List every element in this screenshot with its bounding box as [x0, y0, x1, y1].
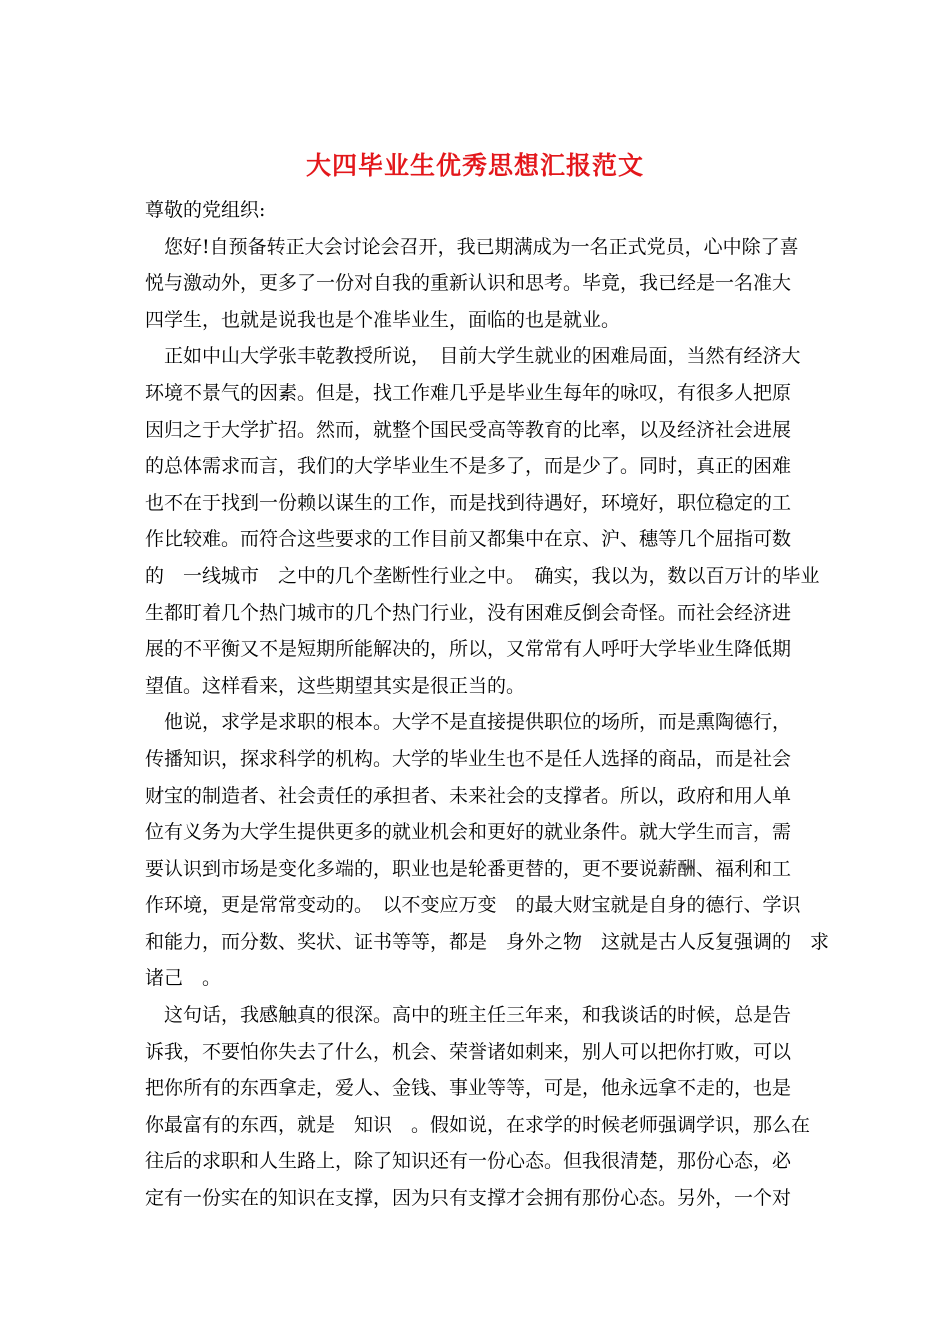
paragraph-line: 望值。这样看来，这些期望其实是很正当的。 [145, 674, 526, 697]
paragraph-line: 传播知识，探求科学的机构。大学的毕业生也不是任人选择的商品，而是社会 [145, 747, 792, 770]
paragraph-1 [145, 229, 810, 339]
paragraph-line: 环境不景气的因素。但是，找工作难几乎是毕业生每年的咏叹，有很多人把原 [145, 381, 792, 404]
paragraph-line: 因归之于大学扩招。然而，就整个国民受高等教育的比率，以及经济社会进展 [145, 418, 792, 441]
paragraph-line: 生都盯着几个热门城市的几个热门行业，没有困难反倒会奇怪。而社会经济进 [145, 601, 792, 624]
salutation: 尊敬的党组织: [145, 199, 266, 221]
paragraph-4 [145, 997, 810, 1217]
document-title: 大四毕业生优秀思想汇报范文 [305, 151, 644, 180]
document-body [145, 192, 830, 1217]
paragraph-line: 和能力，而分数、奖状、证书等等，都是 身外之物 这就是古人反复强调的 求 [145, 930, 830, 953]
paragraph-line: 作环境，更是常常变动的。 以不变应万变 的最大财宝就是自身的德行、学识 [145, 894, 801, 917]
paragraph-line: 要认识到市场是变化多端的，职业也是轮番更替的，更不要说薪酬、福利和工 [145, 857, 792, 880]
paragraph-line: 诸己 。 [145, 967, 222, 990]
paragraph-line: 你最富有的东西，就是 知识 。假如说，在求学的时候老师强调学识，那么在 [145, 1113, 811, 1136]
paragraph-line: 诉我，不要怕你失去了什么，机会、荣誉诸如刺来，别人可以把你打败，可以 [145, 1040, 792, 1063]
paragraph-line: 作比较难。而符合这些要求的工作目前又都集中在京、沪、穗等几个屈指可数 [145, 528, 792, 551]
paragraph-3 [145, 704, 830, 997]
paragraph-line: 位有义务为大学生提供更多的就业机会和更好的就业条件。就大学生而言，需 [145, 821, 792, 844]
paragraph-line: 他说，求学是求职的根本。大学不是直接提供职位的场所，而是熏陶德行， [145, 711, 792, 734]
paragraph-line: 往后的求职和人生路上，除了知识还有一份心态。但我很清楚，那份心态，必 [145, 1150, 792, 1173]
paragraph-line: 也不在于找到一份赖以谋生的工作，而是找到待遇好，环境好，职位稳定的工 [145, 491, 792, 514]
paragraph-line: 财宝的制造者、社会责任的承担者、未来社会的支撑者。所以，政府和用人单 [145, 784, 792, 807]
paragraph-line: 悦与激动外，更多了一份对自我的重新认识和思考。毕竟，我已经是一名准大 [145, 272, 792, 295]
paragraph-line: 您好!自预备转正大会讨论会召开，我已期满成为一名正式党员，心中除了喜 [145, 235, 799, 258]
paragraph-line: 四学生，也就是说我也是个准毕业生，面临的也是就业。 [145, 308, 621, 331]
paragraph-line: 的 一线城市 之中的几个垄断性行业之中。 确实，我以为，数以百万计的毕业 [145, 564, 820, 587]
paragraph-line: 定有一份实在的知识在支撑，因为只有支撑才会拥有那份心态。另外，一个对 [145, 1187, 792, 1210]
paragraph-line: 正如中山大学张丰乾教授所说， 目前大学生就业的困难局面，当然有经济大 [145, 345, 801, 368]
paragraph-line: 展的不平衡又不是短期所能解决的，所以，又常常有人呼吁大学毕业生降低期 [145, 638, 792, 661]
paragraph-2 [145, 338, 820, 704]
paragraph-line: 把你所有的东西拿走，爱人、金钱、事业等等，可是，他永远拿不走的，也是 [145, 1077, 792, 1100]
paragraph-line: 的总体需求而言，我们的大学毕业生不是多了，而是少了。同时，真正的困难 [145, 455, 792, 478]
paragraph-line: 这句话，我感触真的很深。高中的班主任三年来，和我谈话的时候，总是告 [145, 1004, 792, 1027]
